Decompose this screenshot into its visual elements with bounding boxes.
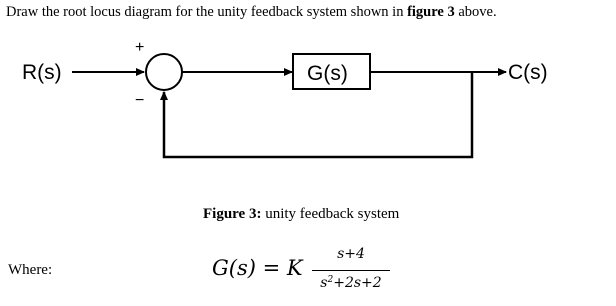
figure-reference: figure 3	[407, 4, 455, 20]
transfer-function-numerator: s+4	[337, 246, 365, 262]
where-label: Where:	[8, 262, 53, 278]
transfer-function-lhs: G(s) = K	[212, 256, 303, 280]
fraction-bar	[312, 270, 390, 271]
caption-figure-number: Figure 3:	[203, 206, 262, 222]
plant-block-label: G(s)	[307, 62, 348, 85]
question-tail: above.	[454, 4, 497, 20]
sum-plus-sign: +	[135, 39, 145, 56]
input-label-r: R(s)	[22, 61, 62, 84]
transfer-function-fraction	[312, 246, 390, 291]
question-lead: Draw the root locus diagram for the unity feedback system shown in	[6, 4, 408, 20]
denominator-exponent: 2	[327, 275, 334, 286]
denominator-rest: +2s+2	[333, 275, 382, 292]
denominator-s: s	[320, 275, 328, 292]
summing-junction	[146, 54, 182, 90]
sum-minus-sign: −	[135, 92, 145, 109]
transfer-function-denominator	[312, 275, 390, 291]
output-label-c: C(s)	[508, 61, 548, 84]
caption-text: unity feedback system	[261, 206, 400, 222]
figure-caption	[203, 206, 399, 223]
